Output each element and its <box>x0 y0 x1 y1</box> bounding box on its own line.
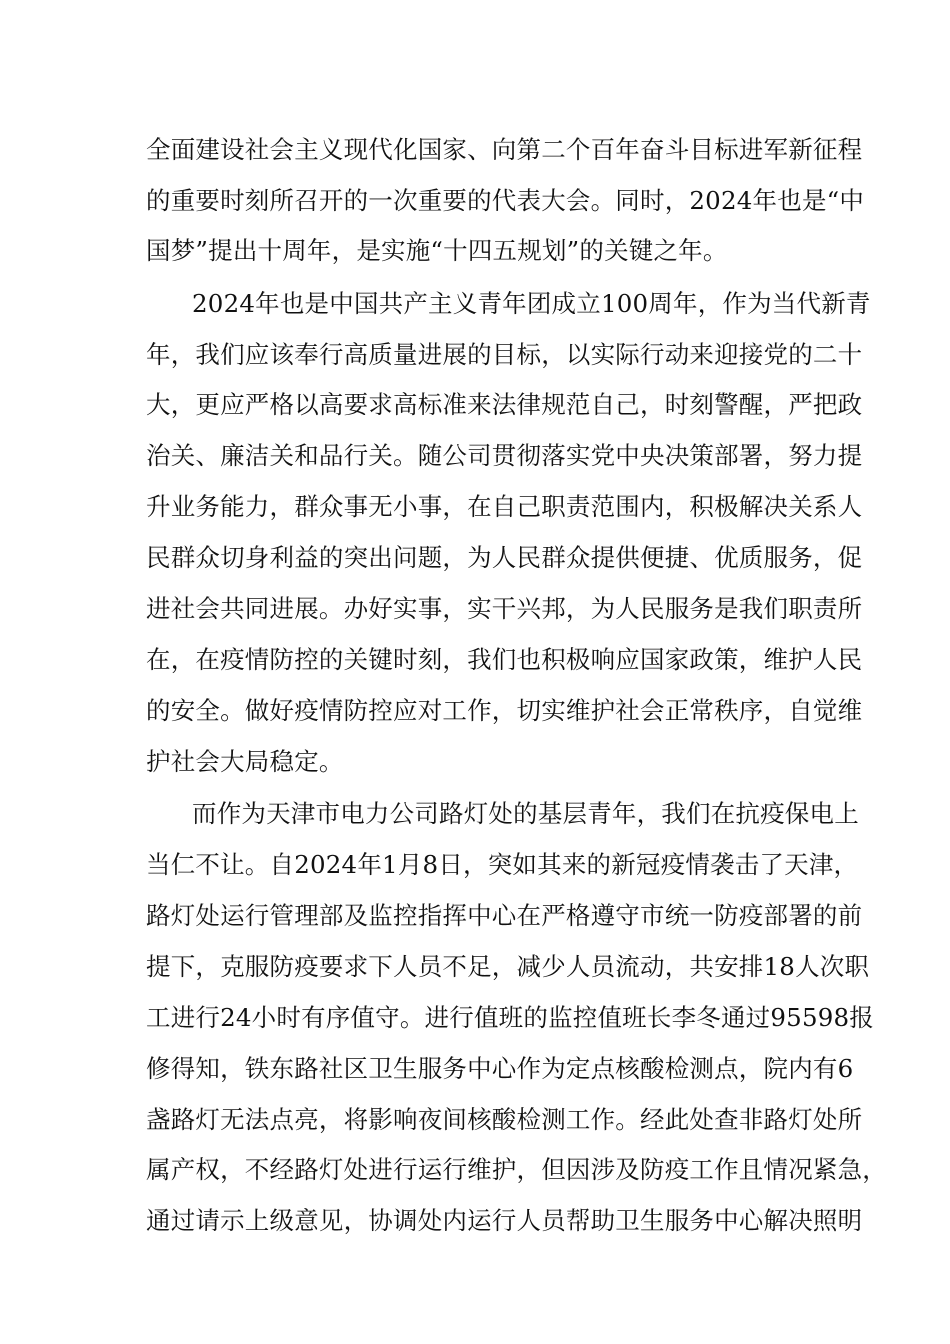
text-line: 民群众切身利益的突出问题，为人民群众提供便捷、优质服务，促 <box>146 543 863 572</box>
text-line: 大，更应严格以高要求高标准来法律规范自己，时刻警醒，严把政 <box>146 390 863 419</box>
text-line: 通过请示上级意见，协调处内运行人员帮助卫生服务中心解决照明 <box>146 1206 863 1235</box>
text-line: 工进行24小时有序值守。进行值班的监控值班长李冬通过95598报 <box>146 1003 875 1032</box>
text-line: 修得知，铁东路社区卫生服务中心作为定点核酸检测点，院内有6 <box>146 1054 854 1083</box>
text-line: 年，我们应该奉行高质量进展的目标，以实际行动来迎接党的二十 <box>146 340 863 369</box>
text-line: 全面建设社会主义现代化国家、向第二个百年奋斗目标进军新征程 <box>146 135 863 164</box>
text-line: 属产权，不经路灯处进行运行维护，但因涉及防疫工作且情况紧急， <box>146 1155 887 1184</box>
text-line: 治关、廉洁关和品行关。随公司贯彻落实党中央决策部署，努力提 <box>146 441 863 470</box>
text-line: 升业务能力，群众事无小事，在自己职责范围内，积极解决关系人 <box>146 492 863 521</box>
text-line: 护社会大局稳定。 <box>146 747 344 776</box>
text-line: 在，在疫情防控的关键时刻，我们也积极响应国家政策，维护人民 <box>146 645 863 674</box>
text-line: 当仁不让。自2024年1月8日，突如其来的新冠疫情袭击了天津， <box>146 850 859 879</box>
text-line: 的安全。做好疫情防控应对工作，切实维护社会正常秩序，自觉维 <box>146 696 863 725</box>
text-line: 路灯处运行管理部及监控指挥中心在严格遵守市统一防疫部署的前 <box>146 901 863 930</box>
text-line: 盏路灯无法点亮，将影响夜间核酸检测工作。经此处查非路灯处所 <box>146 1105 863 1134</box>
text-line: 国梦”提出十周年，是实施“十四五规划”的关键之年。 <box>146 236 728 265</box>
text-line: 提下，克服防疫要求下人员不足，减少人员流动，共安排18人次职 <box>146 952 870 981</box>
text-line: 进社会共同进展。办好实事，实干兴邦，为人民服务是我们职责所 <box>146 594 863 623</box>
paragraph-start-line: 2024年也是中国共产主义青年团成立100周年，作为当代新青 <box>192 289 871 318</box>
paragraph-start-line: 而作为天津市电力公司路灯处的基层青年，我们在抗疫保电上 <box>192 799 859 828</box>
text-line: 的重要时刻所召开的一次重要的代表大会。同时，2024年也是“中 <box>146 186 865 215</box>
